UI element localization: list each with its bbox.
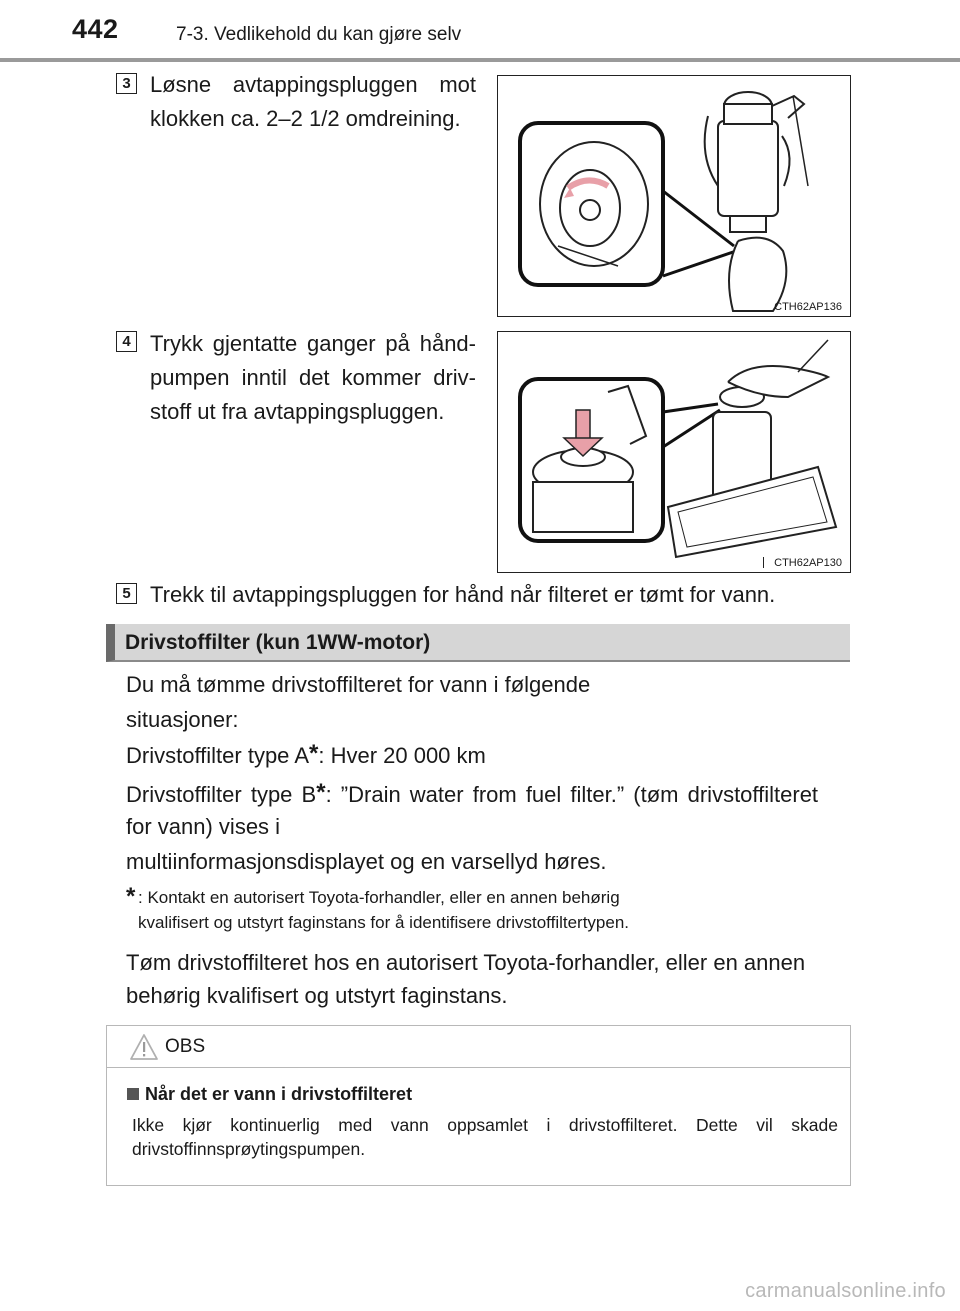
step-5-text: Trekk til avtappingspluggen for hånd når filteret er tømt for vann. xyxy=(150,582,776,607)
page-number: 442 xyxy=(72,14,119,44)
intro-line-1: Du må tømme drivstoffilteret for vann i følgende xyxy=(126,672,591,697)
step-5-number: 5 xyxy=(116,583,137,604)
caution-label: OBS xyxy=(165,1036,206,1057)
type-b-message: : ”Drain water from fuel filter.” (tøm drivstoffilteret xyxy=(325,782,819,807)
asterisk-mark: * xyxy=(316,779,326,806)
figure-code-tick xyxy=(763,557,764,568)
watermark: carmanualsonline.info xyxy=(745,1280,946,1302)
type-b-line-3: multiinformasjonsdisplayet og en varsellyd høres. xyxy=(126,849,607,874)
type-b-label: Drivstoffilter type B xyxy=(126,782,317,807)
caution-item-text: Ikke kjør kontinuerlig med vann oppsamlet i drivstoffilteret. Dette vil skade drivstoffinnsprøytingspumpen. xyxy=(132,1115,838,1159)
fuel-filter-illustration-2 xyxy=(498,332,849,571)
fuel-filter-illustration-1 xyxy=(498,76,849,315)
section-title: 7-3. Vedlikehold du kan gjøre selv xyxy=(176,24,462,45)
section-banner xyxy=(106,624,850,662)
square-bullet-icon xyxy=(127,1088,139,1100)
step-4-number: 4 xyxy=(116,331,137,352)
warning-triangle-icon xyxy=(129,1033,159,1061)
footnote-line-1: : Kontakt en autorisert Toyota-forhandler, eller en annen behørig xyxy=(138,888,620,907)
figure-fuel-filter-drain-plug xyxy=(497,75,851,317)
footnote-line-2: kvalifisert og utstyrt faginstans for å identifisere drivstoffiltertypen. xyxy=(138,913,630,932)
type-a-label: Drivstoffilter type A xyxy=(126,743,309,768)
footnote xyxy=(126,885,766,935)
type-b-line xyxy=(126,778,848,812)
section-banner-title: Drivstoffilter (kun 1WW-motor) xyxy=(125,631,431,654)
intro-line-2: situasjoner: xyxy=(126,707,239,732)
caution-header xyxy=(107,1026,850,1068)
figure-hand-pump xyxy=(497,331,851,573)
caution-box xyxy=(106,1025,851,1186)
figure-code: CTH62AP136 xyxy=(774,301,842,313)
figure-code: CTH62AP130 xyxy=(774,557,842,569)
step-3-text: Løsne avtappingspluggen mot klokken ca. 2–2 1/2 omdreining. xyxy=(150,72,476,131)
caution-item-title xyxy=(127,1084,412,1105)
closing-line-2: behørig kvalifisert og utstyrt faginstans. xyxy=(126,983,508,1008)
asterisk-mark: * xyxy=(309,740,319,767)
caution-item-title-text: Når det er vann i drivstoffilteret xyxy=(145,1084,413,1104)
step-4-text: Trykk gjentatte ganger på hånd-pumpen inntil det kommer driv-stoff ut fra avtappingspluggen. xyxy=(150,331,476,424)
footnote-asterisk: * xyxy=(126,883,136,910)
header-rule xyxy=(0,58,960,62)
type-a-line xyxy=(126,739,848,773)
step-3-number: 3 xyxy=(116,73,137,94)
closing-line-1: Tøm drivstoffilteret hos en autorisert Toyota-forhandler, eller en annen xyxy=(126,950,806,975)
type-a-interval: : Hver 20 000 km xyxy=(318,743,486,768)
type-b-line-2: for vann) vises i xyxy=(126,814,281,839)
